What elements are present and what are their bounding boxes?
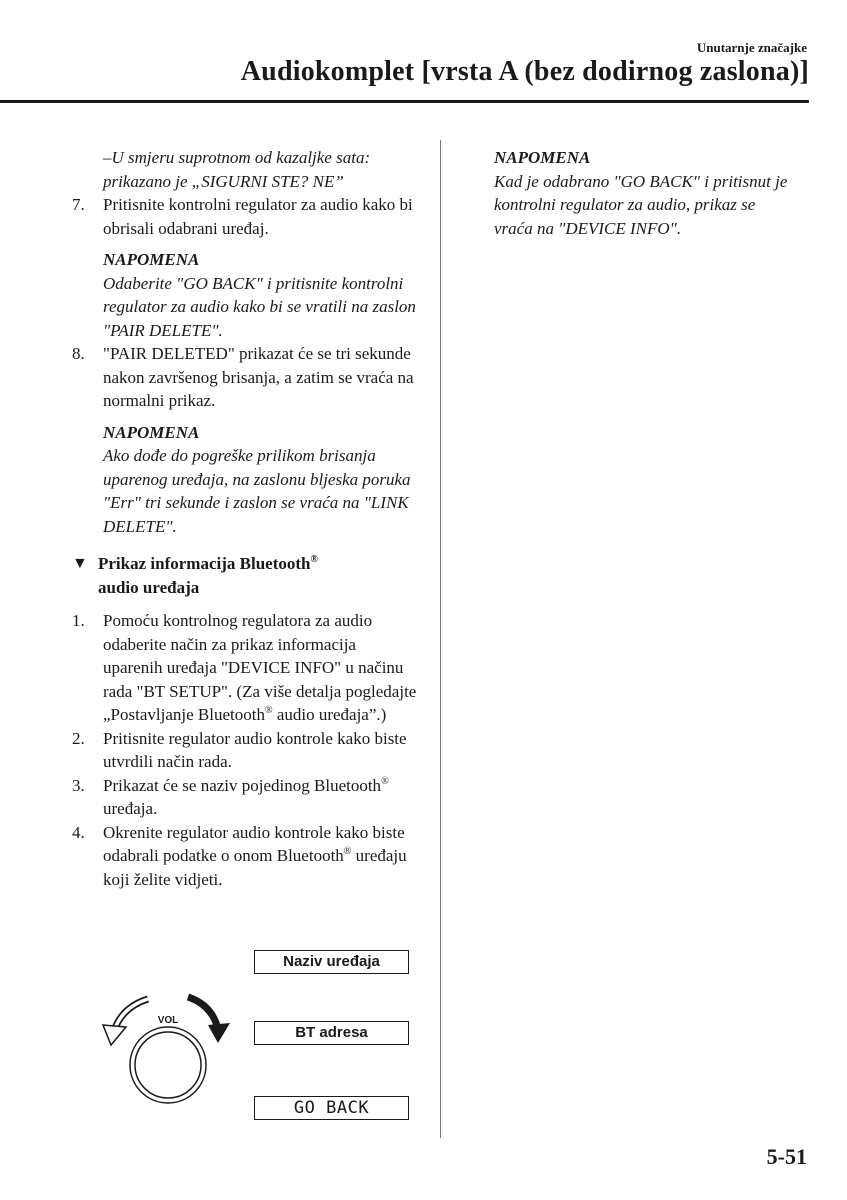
knob-icon	[130, 1027, 206, 1103]
step-1-number: 1.	[72, 611, 85, 630]
step-3	[72, 774, 417, 821]
step-4	[72, 821, 417, 892]
header-rule	[0, 100, 809, 103]
page-title: Audiokomplet [vrsta A (bez dodirnog zaslona)]	[240, 56, 809, 87]
vol-label: VOL	[157, 1015, 179, 1026]
step-7-number: 7.	[72, 195, 85, 214]
continuation-line-1: –U smjeru suprotnom od kazaljke sata:	[103, 148, 371, 167]
step-8-number: 8.	[72, 344, 85, 363]
triangle-marker-icon: ▼	[72, 555, 88, 572]
section-heading	[72, 552, 417, 599]
page-number: 5-51	[766, 1144, 807, 1169]
section-heading-text: Prikaz informacija Bluetooth® audio uređaja	[98, 554, 318, 597]
note-1-heading: NAPOMENA	[103, 250, 200, 269]
step-7-text: Pritisnite kontrolni regulator za audio kako bi obrisali odabrani uređaj.	[103, 195, 413, 238]
step-4-number: 4.	[72, 822, 85, 842]
section-label: Unutarnje značajke	[696, 40, 807, 55]
right-note-heading: NAPOMENA	[494, 148, 591, 167]
step-3-text: Prikazat će se naziv pojedinog Bluetooth® uređaja.	[103, 775, 389, 818]
column-divider	[440, 140, 441, 1138]
step-8	[72, 342, 417, 413]
step-2-number: 2.	[72, 728, 85, 748]
step-1	[72, 609, 417, 727]
vol-knob-figure	[100, 985, 240, 1105]
step-2-text: Pritisnite regulator audio kontrole kako biste utvrdili način rada.	[103, 728, 407, 771]
note-2-text: Ako dođe do pogreške prilikom brisanja uparenog uređaja, na zaslonu bljeska poruka "Err" tri sekunde i zaslon se vraća na "LINK DELETE".	[103, 446, 411, 536]
step-7	[72, 193, 417, 240]
note-1	[72, 248, 417, 342]
right-note-text: Kad je odabrano "GO BACK" i pritisnut je kontrolni regulator za audio, prikaz se vraća na "DEVICE INFO".	[494, 171, 788, 238]
note-2	[72, 421, 417, 539]
step-1-text: Pomoću kontrolnog regulatora za audio odaberite način za prikaz informacija uparenih uređaja "DEVICE INFO" u načinu rada "BT SETUP". (Za više detalja pogledajte „Postavljanje Bluetooth® audio uređaja”.)	[103, 611, 417, 724]
continuation-line-2: prikazano je „SIGURNI STE? NE”	[103, 171, 344, 191]
step-8-text: "PAIR DELETED" prikazat će se tri sekunde nakon završenog brisanja, a zatim se vraća na normalni prikaz.	[103, 344, 414, 410]
note-1-text: Odaberite "GO BACK" i pritisnite kontrolni regulator za audio kako bi se vratili na zaslon "PAIR DELETE".	[103, 273, 416, 340]
note-2-heading: NAPOMENA	[103, 422, 200, 442]
display-device-name: Naziv uređaja	[254, 950, 409, 974]
step-4-text: Okrenite regulator audio kontrole kako biste odabrali podatke o onom Bluetooth® uređaju koji želite vidjeti.	[103, 822, 407, 889]
clockwise-arrow-icon	[188, 997, 230, 1043]
left-column	[72, 146, 417, 891]
display-go-back: GO BACK	[254, 1096, 409, 1120]
step-3-number: 3.	[72, 775, 85, 795]
display-bt-address: BT adresa	[254, 1021, 409, 1045]
right-column	[494, 146, 794, 240]
step-2	[72, 727, 417, 774]
